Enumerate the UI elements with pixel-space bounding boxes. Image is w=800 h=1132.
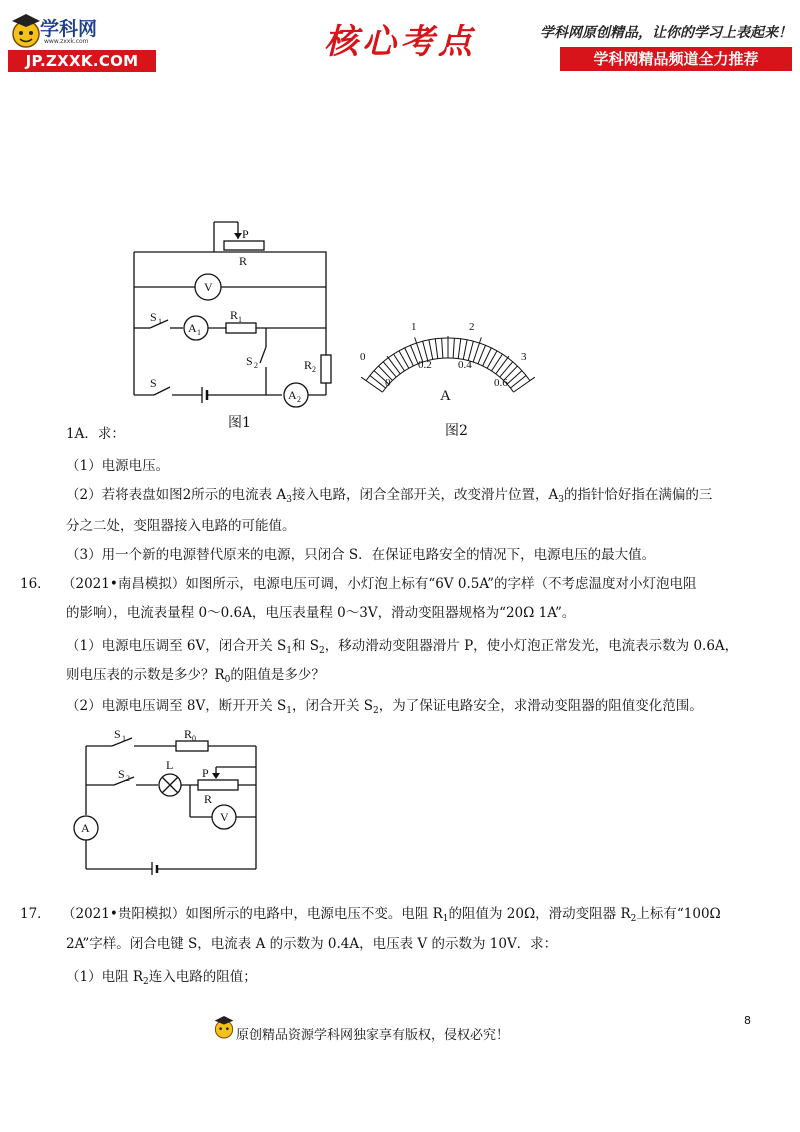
q17-line1: （2021•贵阳模拟）如图所示的电路中，电源电压不变。电阻 $R_1$的阻值为 20Ω，滑动变阻器 $R_2$上标有“100Ω <box>62 906 721 924</box>
q16-part-1-line2: 则电压表的示数是多少？$R_0$的阻值是多少？ <box>66 667 325 685</box>
dial-tick <box>514 377 535 392</box>
page-number: 8 <box>744 1014 751 1027</box>
fig1-label-a1-sub: 1 <box>197 328 201 337</box>
q16-fig-label-s1-sub: 1 <box>122 734 126 743</box>
dial-unit: A <box>440 388 451 404</box>
dial-upper-tick-2: 2 <box>469 321 475 333</box>
dial-tick <box>423 341 428 360</box>
q15-part-2: （2）若将表盘如图2所示的电流表 $A_3$接入电路，闭合全部开关，改变滑片位置，$A_3$的指针恰好指在满偏的三 <box>66 487 713 505</box>
dial-tick <box>453 338 454 358</box>
q16-fig-label-s2: S <box>118 767 125 781</box>
circuit-figure-1 <box>120 215 350 415</box>
q17-line2: 2A”字样。闭合电键 S，电流表 A 的示数为 0.4A，电压表 V 的示数为 10V．求： <box>66 936 558 952</box>
mascot-icon <box>8 12 44 52</box>
dial-tick <box>435 339 438 359</box>
logo-url: www.zxxk.com <box>44 38 89 45</box>
fig1-label-r2-sub: 2 <box>312 365 316 374</box>
fig1-label-s2: S <box>246 354 253 368</box>
footer-copyright: 原创精品资源学科网独家享有版权，侵权必究！ <box>236 1028 510 1043</box>
fig1-label-s2-sub: 2 <box>254 361 258 370</box>
dial-lower-tick-2: 0.4 <box>458 359 472 371</box>
fig2-caption: 图2 <box>445 423 468 439</box>
dial-tick <box>463 340 467 360</box>
dial-upper-tick-3: 3 <box>521 351 527 363</box>
fig1-label-r2: R <box>304 358 313 372</box>
fig1-label-r1: R <box>230 308 239 322</box>
q15-part-1: （1）电源电压。 <box>66 458 170 474</box>
dial-tick <box>429 340 433 360</box>
q15-intro-tail: 1A．求： <box>66 426 125 442</box>
header-slogan-bar: 学科网精品频道全力推荐 <box>560 47 792 71</box>
q15-part-3: （3）用一个新的电源替代原来的电源，只闭合 S．在保证电路安全的情况下，电源电压的最大值。 <box>66 547 656 563</box>
dial-lower-tick-1: 0.2 <box>418 359 432 371</box>
dial-tick <box>500 362 513 377</box>
fig1-label-r: R <box>239 254 248 268</box>
dial-upper-tick-1: 1 <box>411 321 417 333</box>
q16-fig-label-l: L <box>166 758 174 772</box>
fig1-label-a2-sub: 2 <box>297 395 301 404</box>
q17-number: 17． <box>20 906 51 922</box>
header-slogan: 学科网原创精品，让你的学习上表起来！ <box>540 25 792 41</box>
fig1-label-s1-sub: 1 <box>158 317 162 326</box>
q16-number: 16． <box>20 576 51 592</box>
q16-fig-label-v: V <box>220 810 229 824</box>
q17-part-1: （1）电阻 $R_2$连入电路的阻值； <box>66 969 257 987</box>
ammeter-dial-figure-2 <box>358 318 538 428</box>
fig1-label-v: V <box>204 280 213 294</box>
circuit-figure-q16 <box>66 725 276 875</box>
q16-part-2: （2）电源电压调至 8V，断开开关 $S_1$，闭合开关 $S_2$，为了保证电路安全，求滑动变阻器的阻值变化范围。 <box>66 698 703 716</box>
q16-fig-label-a: A <box>81 821 90 835</box>
page-title: 核心考点 <box>324 22 476 62</box>
fig1-label-s: S <box>150 376 157 390</box>
dial-tick <box>387 356 400 374</box>
q16-fig-label-p: P <box>202 766 209 780</box>
fig1-label-a1: A <box>188 321 197 335</box>
dial-tick <box>442 338 443 358</box>
dial-lower-tick-0: 0 <box>385 377 391 389</box>
q16-part-1: （1）电源电压调至 6V，闭合开关 $S_1$和 $S_2$，移动滑动变阻器滑片 P，使小灯泡正常发光，电流表示数为 0.6A， <box>66 638 739 656</box>
dial-tick <box>468 341 473 360</box>
fig1-label-p: P <box>242 227 249 241</box>
logo-name: 学科网 <box>40 18 98 40</box>
q16-fig-label-s2-sub: 2 <box>126 774 130 783</box>
q16-fig-label-r0-sub: 0 <box>192 734 196 743</box>
dial-tick <box>507 371 522 384</box>
dial-tick <box>383 362 396 377</box>
dial-tick <box>361 377 382 392</box>
dial-tick <box>510 376 526 388</box>
fig1-label-r1-sub: 1 <box>238 315 242 324</box>
logo-bar: JP.ZXXK.COM <box>8 50 156 72</box>
fig1-label-a2: A <box>288 388 297 402</box>
fig1-caption: 图1 <box>228 415 251 431</box>
dial-tick <box>478 345 485 364</box>
dial-tick <box>496 356 509 374</box>
q16-fig-label-r: R <box>204 792 213 806</box>
fig1-label-s1: S <box>150 310 157 324</box>
dial-tick <box>411 345 418 364</box>
q16-line2: 的影响），电流表量程 0～0.6A，电压表量程 0～3V，滑动变阻器规格为“20Ω 1A”。 <box>66 605 576 621</box>
dial-tick <box>458 339 461 359</box>
q16-line1: （2021•南昌模拟）如图所示，电源电压可调，小灯泡上标有“6V 0.5A”的字样（不考虑温度对小灯泡电阻 <box>62 576 697 592</box>
footer-mascot-icon <box>212 1014 236 1042</box>
dial-upper-tick-0: 0 <box>360 351 366 363</box>
dial-lower-tick-3: 0.6 <box>494 377 508 389</box>
dial-tick <box>370 376 386 388</box>
q16-fig-label-s1: S <box>114 727 121 741</box>
q16-fig-label-r0: R <box>184 727 193 741</box>
q15-part-2-line2: 分之二处，变阻器接入电路的可能值。 <box>66 518 296 534</box>
